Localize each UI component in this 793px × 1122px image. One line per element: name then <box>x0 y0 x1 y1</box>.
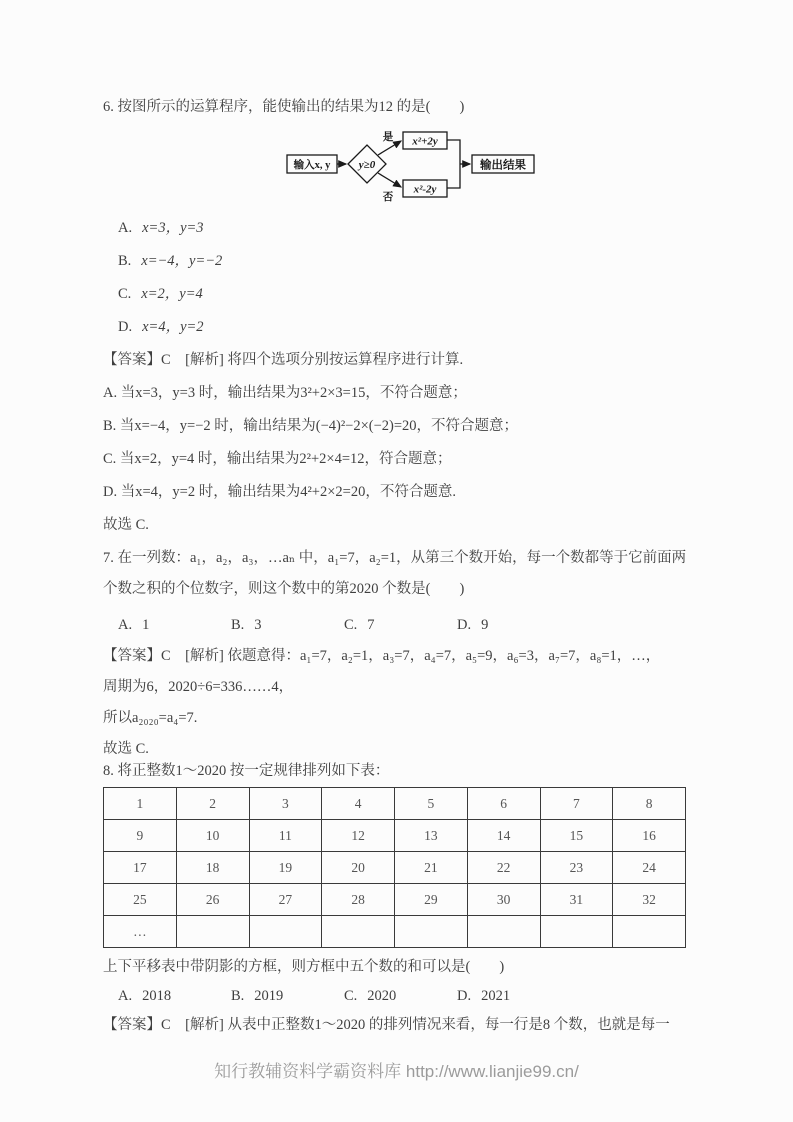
table-cell: 27 <box>249 884 322 916</box>
q6-explain-d: D. 当x=4，y=2 时，输出结果为4²+2×2=20，不符合题意. <box>103 484 456 500</box>
table-row <box>104 852 686 884</box>
q6-option-b <box>103 251 693 271</box>
q6-explain-a: A. 当x=3，y=3 时，输出结果为3²+2×3=15，不符合题意； <box>103 385 467 401</box>
table-cell <box>613 916 686 948</box>
flowchart-no-branch <box>378 173 401 187</box>
table-cell <box>322 916 395 948</box>
q6-option-d <box>103 317 693 337</box>
q7-period-line: 周期为6，2020÷6=336……4， <box>103 679 294 695</box>
option-value: 3 <box>254 617 262 633</box>
table-cell: 24 <box>613 852 686 884</box>
q8-option-a <box>118 986 231 1006</box>
table-cell: 3 <box>249 788 322 820</box>
table-cell: 30 <box>467 884 540 916</box>
table-cell: 21 <box>395 852 468 884</box>
table-cell: 26 <box>176 884 249 916</box>
page-footer: 知行教辅资料学霸资料库 http://www.lianjie99.cn/ <box>214 1062 579 1081</box>
q8-stem: 8. 将正整数1～2020 按一定规律排列如下表： <box>103 763 390 779</box>
q8-option-c <box>344 986 457 1006</box>
option-value: 7 <box>367 617 375 633</box>
table-cell: 13 <box>395 820 468 852</box>
option-label: B. <box>231 988 245 1004</box>
option-label: B. <box>231 617 245 633</box>
table-cell: 11 <box>249 820 322 852</box>
option-label: D. <box>118 319 133 335</box>
option-value: x=3，y=3 <box>142 220 204 236</box>
table-row <box>104 916 686 948</box>
q7-conclusion: 故选 C. <box>103 741 149 757</box>
table-cell: 8 <box>613 788 686 820</box>
q6-explain-c: C. 当x=2，y=4 时，输出结果为2²+2×4=12，符合题意； <box>103 451 452 467</box>
table-cell: 23 <box>540 852 613 884</box>
table-cell: 28 <box>322 884 395 916</box>
table-cell <box>467 916 540 948</box>
table-row <box>104 884 686 916</box>
q7-option-c <box>344 615 457 635</box>
flowchart-connector-bottom <box>447 164 460 188</box>
table-cell: 19 <box>249 852 322 884</box>
table-cell: 29 <box>395 884 468 916</box>
flowchart-output-label: 输出结果 <box>480 159 526 172</box>
table-cell: 9 <box>104 820 177 852</box>
table-cell: 15 <box>540 820 613 852</box>
flowchart-yes-label: 是 <box>382 132 394 143</box>
q7-stem: 7. 在一列数：a₁，a₂，a₃，…aₙ 中，a₁=7，a₂=1，从第三个数开始，每一个数都等于它前面两个数之积的个位数字，则这个数中的第2020 个数是( ) <box>103 550 687 597</box>
table-cell <box>176 916 249 948</box>
flowchart-condition-label: y≥0 <box>358 159 376 171</box>
q7-option-a <box>118 615 231 635</box>
option-label: C. <box>118 286 132 302</box>
option-value: 2018 <box>142 988 172 1004</box>
table-row <box>104 788 686 820</box>
q6-explain-b: B. 当x=−4，y=−2 时，输出结果为(−4)²−2×(−2)=20，不符合题意； <box>103 418 519 434</box>
table-cell: 25 <box>104 884 177 916</box>
table-cell: 32 <box>613 884 686 916</box>
q8-number-table <box>103 787 686 948</box>
table-cell: 5 <box>395 788 468 820</box>
table-cell <box>540 916 613 948</box>
q8-options <box>103 986 693 1006</box>
table-cell <box>249 916 322 948</box>
option-label: A. <box>118 988 133 1004</box>
option-value: x=−4，y=−2 <box>141 253 223 269</box>
q8-option-d <box>457 986 570 1006</box>
table-cell: 1 <box>104 788 177 820</box>
table-cell: 2 <box>176 788 249 820</box>
q8-option-b <box>231 986 344 1006</box>
table-cell: 14 <box>467 820 540 852</box>
q7-option-d <box>457 615 570 635</box>
table-cell: 16 <box>613 820 686 852</box>
option-value: 1 <box>142 617 150 633</box>
table-cell <box>395 916 468 948</box>
q6-flowchart <box>285 130 693 204</box>
option-value: 2020 <box>367 988 397 1004</box>
table-cell: … <box>104 916 177 948</box>
table-cell: 12 <box>322 820 395 852</box>
option-label: A. <box>118 220 133 236</box>
option-label: A. <box>118 617 133 633</box>
q7-options <box>103 615 693 635</box>
q6-option-c <box>103 284 693 304</box>
q6-option-a <box>103 218 693 238</box>
option-value: x=2，y=4 <box>141 286 203 302</box>
q7-answer: 【答案】C [解析] 依题意得：a₁=7，a₂=1，a₃=7，a₄=7，a₅=9，a₆=3，a₇=7，a₈=1，…， <box>103 648 661 664</box>
table-cell: 31 <box>540 884 613 916</box>
table-cell: 20 <box>322 852 395 884</box>
table-row <box>104 820 686 852</box>
flowchart-bottom-formula: x²-2y <box>413 183 437 196</box>
table-cell: 7 <box>540 788 613 820</box>
flowchart-svg <box>285 130 537 204</box>
flowchart-yes-branch <box>378 141 401 155</box>
q6-stem: 6. 按图所示的运算程序，能使输出的结果为12 的是( ) <box>103 99 465 115</box>
table-cell: 17 <box>104 852 177 884</box>
flowchart-input-label: 输入x, y <box>293 160 331 171</box>
option-label: C. <box>344 617 358 633</box>
option-value: 9 <box>481 617 489 633</box>
option-label: D. <box>457 617 472 633</box>
q8-post-table-text: 上下平移表中带阴影的方框，则方框中五个数的和可以是( ) <box>103 959 505 975</box>
q6-answer: 【答案】C [解析] 将四个选项分别按运算程序进行计算. <box>103 352 464 368</box>
option-label: B. <box>118 253 132 269</box>
option-value: 2019 <box>254 988 284 1004</box>
flowchart-connector-top <box>447 140 460 164</box>
flowchart-top-formula: x²+2y <box>412 135 438 148</box>
table-cell: 22 <box>467 852 540 884</box>
q7-result-line: 所以a₂₀₂₀=a₄=7. <box>103 710 198 726</box>
flowchart-no-label: 否 <box>382 192 394 203</box>
option-value: x=4，y=2 <box>142 319 204 335</box>
table-cell: 6 <box>467 788 540 820</box>
q6-conclusion: 故选 C. <box>103 517 149 533</box>
q8-answer: 【答案】C [解析] 从表中正整数1～2020 的排列情况来看，每一行是8 个数，也就是每一 <box>103 1017 670 1033</box>
q7-option-b <box>231 615 344 635</box>
option-value: 2021 <box>481 988 511 1004</box>
table-cell: 10 <box>176 820 249 852</box>
table-cell: 18 <box>176 852 249 884</box>
table-cell: 4 <box>322 788 395 820</box>
option-label: C. <box>344 988 358 1004</box>
option-label: D. <box>457 988 472 1004</box>
